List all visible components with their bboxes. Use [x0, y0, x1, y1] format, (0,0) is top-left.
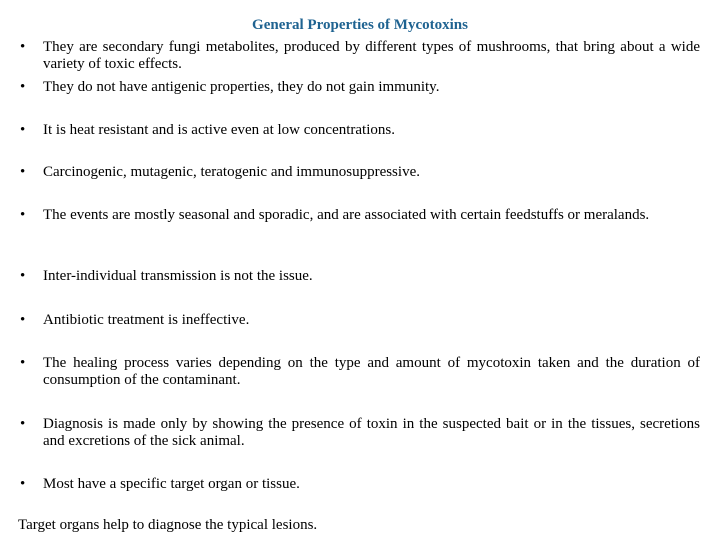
list-item-text: The events are mostly seasonal and sporadic, and are associated with certain feedstuffs or meralands. — [43, 207, 650, 223]
list-item-text: It is heat resistant and is active even at low concentrations. — [43, 122, 395, 138]
list-item-text: They do not have antigenic properties, they do not gain immunity. — [43, 79, 440, 95]
bullet-icon: • — [20, 122, 26, 138]
list-item-text: Most have a specific target organ or tissue. — [43, 476, 300, 492]
bullet-icon: • — [20, 355, 26, 371]
bullet-icon: • — [20, 164, 26, 180]
bullet-icon: • — [20, 207, 26, 223]
footer-note: Target organs help to diagnose the typical lesions. — [18, 517, 318, 533]
page-title: General Properties of Mycotoxins — [252, 17, 468, 33]
list-item-text: Carcinogenic, mutagenic, teratogenic and immunosuppressive. — [43, 164, 420, 180]
bullet-icon: • — [20, 476, 26, 492]
bullet-icon: • — [20, 79, 26, 95]
bullet-icon: • — [20, 268, 26, 284]
list-item-text: The healing process varies depending on the type and amount of mycotoxin taken and the duration of consumption of the contaminant. — [43, 355, 700, 388]
bullet-icon: • — [20, 39, 26, 55]
list-item-text: Diagnosis is made only by showing the presence of toxin in the suspected bait or in the tissues, secretions and excretions of the sick animal. — [43, 416, 700, 449]
list-item-text: They are secondary fungi metabolites, produced by different types of mushrooms, that bring about a wide variety of toxic effects. — [43, 39, 700, 72]
bullet-icon: • — [20, 312, 26, 328]
bullet-icon: • — [20, 416, 26, 432]
list-item-text: Antibiotic treatment is ineffective. — [43, 312, 250, 328]
list-item-text: Inter-individual transmission is not the issue. — [43, 268, 313, 284]
